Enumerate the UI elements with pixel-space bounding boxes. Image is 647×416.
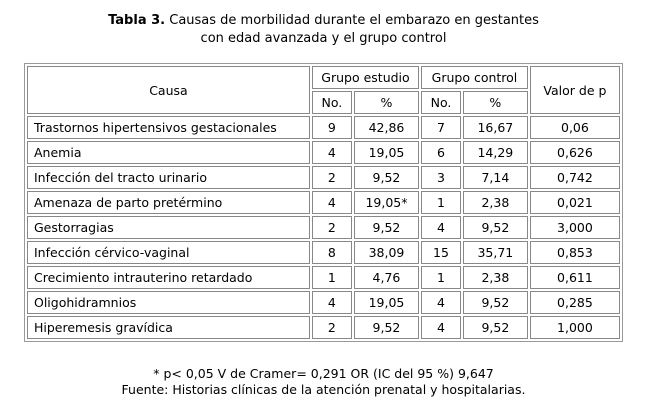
cell-valor-p: 0,742 [530, 166, 620, 189]
header-control-no: No. [421, 91, 461, 114]
cell-valor-p: 0,285 [530, 291, 620, 314]
cell-control-no: 1 [421, 191, 461, 214]
cell-estudio-pct: 9,52 [354, 316, 419, 339]
cell-estudio-no: 8 [312, 241, 352, 264]
cell-control-no: 15 [421, 241, 461, 264]
cell-estudio-no: 4 [312, 191, 352, 214]
header-control-pct: % [463, 91, 528, 114]
cell-estudio-no: 4 [312, 141, 352, 164]
table-row [27, 316, 620, 339]
cell-control-no: 1 [421, 266, 461, 289]
cell-causa: Gestorragias [27, 216, 310, 239]
header-row-1 [27, 66, 620, 89]
cell-causa: Hiperemesis gravídica [27, 316, 310, 339]
cell-valor-p: 0,853 [530, 241, 620, 264]
cell-valor-p: 0,06 [530, 116, 620, 139]
cell-valor-p: 0,021 [530, 191, 620, 214]
cell-control-pct: 9,52 [463, 216, 528, 239]
cell-control-pct: 14,29 [463, 141, 528, 164]
cell-estudio-pct: 9,52 [354, 216, 419, 239]
cell-estudio-no: 2 [312, 316, 352, 339]
table-row [27, 166, 620, 189]
cell-control-pct: 16,67 [463, 116, 528, 139]
cell-control-pct: 9,52 [463, 316, 528, 339]
cell-estudio-pct: 9,52 [354, 166, 419, 189]
header-estudio-pct: % [354, 91, 419, 114]
cell-estudio-no: 1 [312, 266, 352, 289]
cell-estudio-pct: 19,05 [354, 291, 419, 314]
cell-control-no: 4 [421, 291, 461, 314]
cell-causa: Crecimiento intrauterino retardado [27, 266, 310, 289]
cell-estudio-pct: 19,05 [354, 141, 419, 164]
cell-causa: Amenaza de parto pretérmino [27, 191, 310, 214]
cell-estudio-no: 9 [312, 116, 352, 139]
table-row [27, 141, 620, 164]
cell-estudio-no: 4 [312, 291, 352, 314]
cell-valor-p: 3,000 [530, 216, 620, 239]
table-row [27, 266, 620, 289]
cell-control-pct: 9,52 [463, 291, 528, 314]
cell-valor-p: 0,626 [530, 141, 620, 164]
cell-control-no: 7 [421, 116, 461, 139]
cell-control-pct: 2,38 [463, 266, 528, 289]
footnote-stats: * p< 0,05 V de Cramer= 0,291 OR (IC del 95 %) 9,647 [153, 366, 494, 381]
cell-causa: Trastornos hipertensivos gestacionales [27, 116, 310, 139]
title-label: Tabla 3. [108, 13, 166, 28]
header-causa: Causa [27, 66, 310, 114]
cell-estudio-pct: 42,86 [354, 116, 419, 139]
cell-estudio-pct: 38,09 [354, 241, 419, 264]
cell-control-no: 3 [421, 166, 461, 189]
table-row [27, 216, 620, 239]
header-valor-p: Valor de p [530, 66, 620, 114]
header-estudio-no: No. [312, 91, 352, 114]
cell-control-pct: 7,14 [463, 166, 528, 189]
cell-causa: Anemia [27, 141, 310, 164]
table-row [27, 191, 620, 214]
cell-control-pct: 35,71 [463, 241, 528, 264]
cell-control-pct: 2,38 [463, 191, 528, 214]
morbidity-table [24, 63, 623, 342]
footnote-source: Fuente: Historias clínicas de la atención prenatal y hospitalarias. [121, 382, 526, 397]
cell-estudio-no: 2 [312, 166, 352, 189]
cell-valor-p: 0,611 [530, 266, 620, 289]
cell-causa: Oligohidramnios [27, 291, 310, 314]
table-row [27, 116, 620, 139]
table-row [27, 241, 620, 264]
table-title [0, 12, 647, 48]
cell-estudio-no: 2 [312, 216, 352, 239]
title-line-1 [0, 12, 647, 30]
cell-estudio-pct: 19,05* [354, 191, 419, 214]
cell-causa: Infección cérvico-vaginal [27, 241, 310, 264]
header-grupo-estudio: Grupo estudio [312, 66, 419, 89]
header-grupo-control: Grupo control [421, 66, 528, 89]
table-footnote [0, 366, 647, 398]
cell-control-no: 4 [421, 316, 461, 339]
cell-valor-p: 1,000 [530, 316, 620, 339]
title-text-2: con edad avanzada y el grupo control [200, 31, 447, 46]
cell-control-no: 6 [421, 141, 461, 164]
cell-causa: Infección del tracto urinario [27, 166, 310, 189]
title-text-1: Causas de morbilidad durante el embarazo en gestantes [169, 13, 539, 28]
cell-estudio-pct: 4,76 [354, 266, 419, 289]
table-row [27, 291, 620, 314]
cell-control-no: 4 [421, 216, 461, 239]
